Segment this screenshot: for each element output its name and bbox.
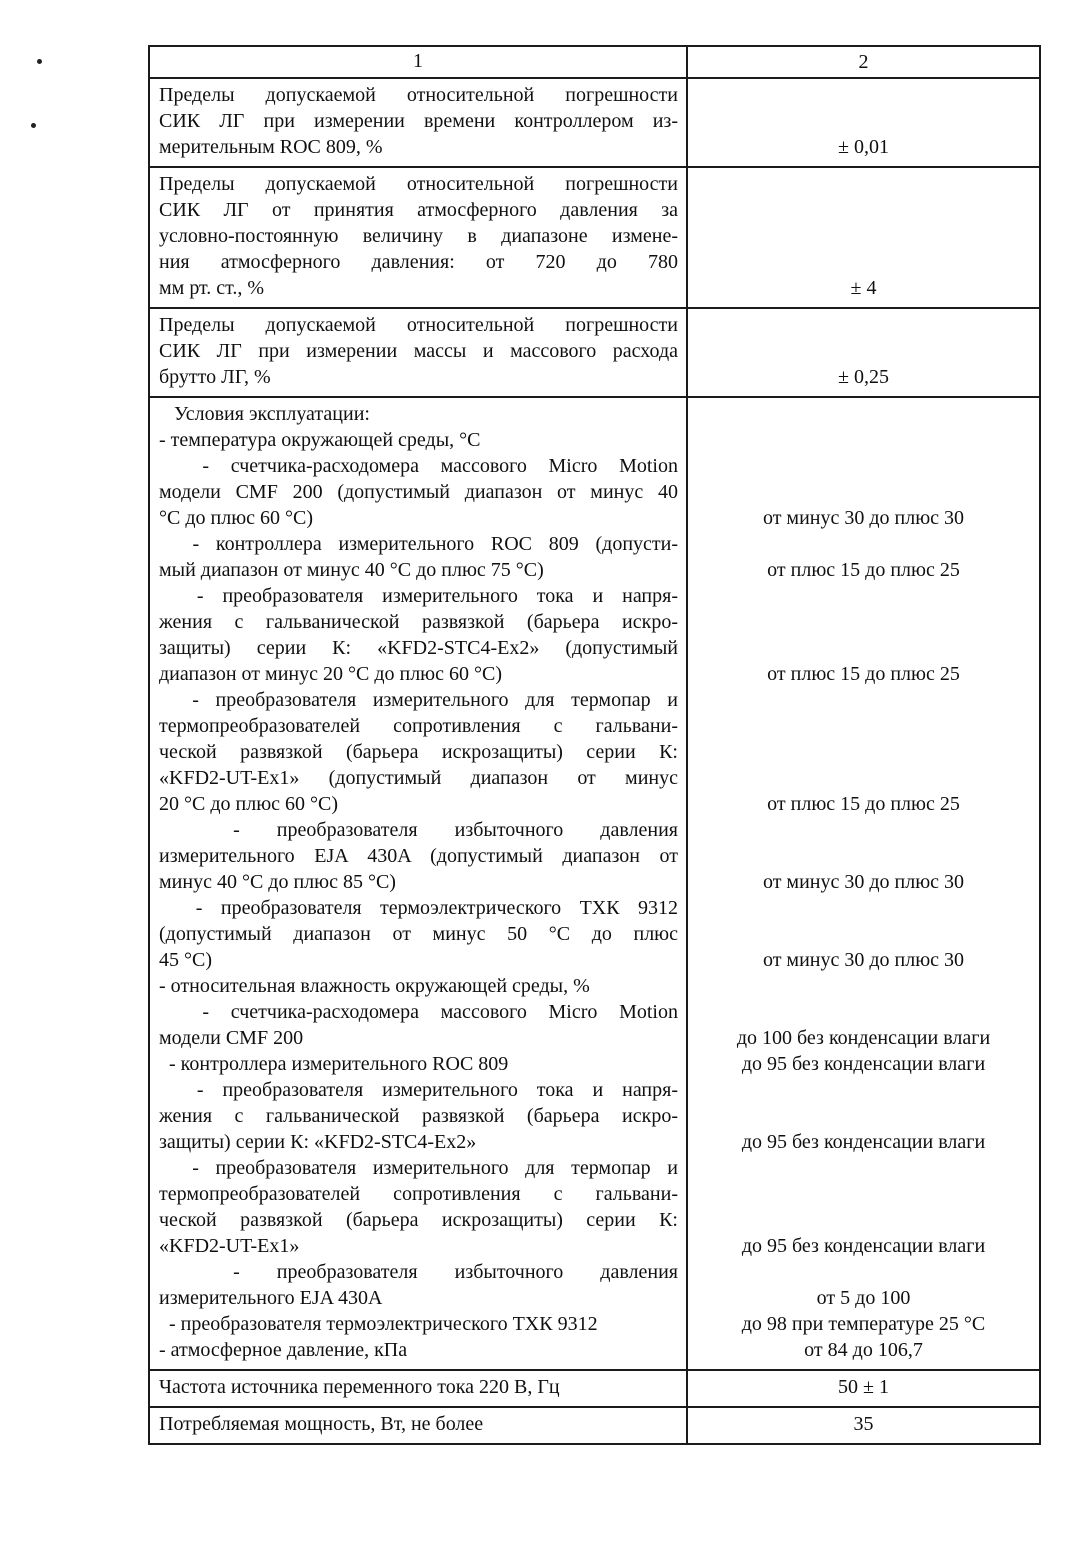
- parameter-value: ± 0,01: [838, 136, 889, 158]
- text-line: - контроллера измерительного ROC 809: [159, 1053, 509, 1075]
- parameter-text-cell: [150, 973, 686, 999]
- parameter-text-cell: [150, 1077, 686, 1155]
- table-row: [150, 1311, 1039, 1337]
- value-cell: [686, 1051, 1039, 1077]
- text-line: защиты) серии К: «KFD2-STC4-Ex2» (допустимый: [159, 637, 678, 659]
- table-row: [150, 1337, 1039, 1369]
- table-row: [150, 531, 1039, 583]
- value-cell: [686, 398, 1039, 427]
- value-cell: [686, 817, 1039, 895]
- text-line: жения с гальванической развязкой (барьера искро-: [159, 1105, 678, 1127]
- parameter-value: от 5 до 100: [816, 1287, 911, 1309]
- table-row: [150, 427, 1039, 453]
- text-line: модели CMF 200 (допустимый диапазон от минус 40: [159, 481, 678, 503]
- table-row: [150, 1077, 1039, 1155]
- table-row: [150, 398, 1039, 427]
- parameter-text-cell: [150, 309, 686, 396]
- value-cell: [686, 1408, 1039, 1443]
- parameter-value: 35: [853, 1413, 874, 1435]
- text-line: - счетчика-расходомера массового Micro Motion: [159, 455, 678, 477]
- table-row: [150, 583, 1039, 687]
- text-line: жения с гальванической развязкой (барьера искро-: [159, 611, 678, 633]
- parameter-value: до 100 без конденсации влаги: [736, 1027, 991, 1049]
- parameter-text-cell: [150, 1371, 686, 1406]
- text-line: СИК ЛГ от принятия атмосферного давления за: [159, 199, 678, 221]
- text-line: мм рт. ст., %: [159, 277, 265, 299]
- text-line: модели CMF 200: [159, 1027, 304, 1049]
- scan-artifact-dot: [31, 123, 36, 128]
- parameter-value: от минус 30 до плюс 30: [762, 507, 965, 529]
- table-body: [150, 77, 1039, 1443]
- text-line: - преобразователя избыточного давления: [159, 1261, 678, 1283]
- table-row: [150, 77, 1039, 166]
- value-cell: [686, 1155, 1039, 1259]
- text-line: (допустимый диапазон от минус 50 °С до плюс: [159, 923, 678, 945]
- column-header-2: 2: [686, 47, 1039, 77]
- parameter-text-cell: [150, 168, 686, 307]
- text-line: минус 40 °С до плюс 85 °С): [159, 871, 396, 893]
- parameter-value: ± 0,25: [838, 366, 889, 388]
- table-row: [150, 1259, 1039, 1311]
- table-row: [150, 1406, 1039, 1443]
- text-line: 45 °С): [159, 949, 212, 971]
- text-line: ческой развязкой (барьера искрозащиты) серии К:: [159, 1209, 678, 1231]
- parameter-text-cell: [150, 687, 686, 817]
- text-line: мерительным ROC 809, %: [159, 136, 383, 158]
- table-header-row: [150, 47, 1039, 77]
- text-line: «KFD2-UT-Ex1»: [159, 1235, 300, 1257]
- metrology-spec-table: [148, 45, 1041, 1445]
- text-line: ческой развязкой (барьера искрозащиты) серии К:: [159, 741, 678, 763]
- text-line: брутто ЛГ, %: [159, 366, 271, 388]
- parameter-value: ± 4: [850, 277, 877, 299]
- text-line: - относительная влажность окружающей среды, %: [159, 975, 590, 997]
- text-line: Частота источника переменного тока 220 В, Гц: [159, 1376, 560, 1398]
- text-line: - контроллера измерительного ROC 809 (допусти-: [159, 533, 678, 555]
- value-cell: [686, 687, 1039, 817]
- table-row: [150, 687, 1039, 817]
- parameter-text-cell: [150, 1155, 686, 1259]
- parameter-value: 50 ± 1: [838, 1376, 889, 1398]
- parameter-text-cell: [150, 427, 686, 453]
- value-cell: [686, 309, 1039, 396]
- text-line: СИК ЛГ при измерении массы и массового расхода: [159, 340, 678, 362]
- table-row: [150, 166, 1039, 307]
- text-line: диапазон от минус 20 °С до плюс 60 °С): [159, 663, 502, 685]
- value-cell: [686, 1259, 1039, 1311]
- text-line: - преобразователя термоэлектрического ТХК 9312: [159, 897, 678, 919]
- text-line: ния атмосферного давления: от 720 до 780: [159, 251, 678, 273]
- value-cell: [686, 1371, 1039, 1406]
- text-line: °С до плюс 60 °С): [159, 507, 314, 529]
- text-line: - преобразователя измерительного для термопар и: [159, 1157, 678, 1179]
- text-line: мый диапазон от минус 40 °С до плюс 75 °С): [159, 559, 544, 581]
- text-line: Пределы допускаемой относительной погрешности: [159, 173, 678, 195]
- parameter-value: от плюс 15 до плюс 25: [767, 559, 960, 581]
- parameter-value: от плюс 15 до плюс 25: [767, 793, 960, 815]
- parameter-text-cell: [150, 1337, 686, 1369]
- text-line: - преобразователя избыточного давления: [159, 819, 678, 841]
- parameter-text-cell: [150, 79, 686, 166]
- value-cell: [686, 79, 1039, 166]
- value-cell: [686, 531, 1039, 583]
- parameter-value: до 95 без конденсации влаги: [741, 1235, 986, 1257]
- parameter-text-cell: [150, 531, 686, 583]
- parameter-value: от минус 30 до плюс 30: [762, 871, 965, 893]
- table-row: [150, 453, 1039, 531]
- text-line: Пределы допускаемой относительной погрешности: [159, 314, 678, 336]
- text-line: - преобразователя термоэлектрического ТХК 9312: [159, 1313, 598, 1335]
- scan-artifact-dot: [37, 59, 42, 64]
- table-row: [150, 817, 1039, 895]
- parameter-text-cell: [150, 1051, 686, 1077]
- parameter-text-cell: [150, 1311, 686, 1337]
- value-cell: [686, 895, 1039, 973]
- parameter-text-cell: [150, 817, 686, 895]
- text-line: - температура окружающей среды, °С: [159, 429, 481, 451]
- value-cell: [686, 583, 1039, 687]
- column-header-1: 1: [413, 50, 423, 72]
- text-line: - атмосферное давление, кПа: [159, 1339, 408, 1361]
- parameter-value: до 98 при температуре 25 °С: [741, 1313, 986, 1335]
- parameter-text-cell: [150, 895, 686, 973]
- value-cell: [686, 427, 1039, 453]
- text-line: - преобразователя измерительного для термопар и: [159, 689, 678, 711]
- text-line: защиты) серии К: «KFD2-STC4-Ex2»: [159, 1131, 477, 1153]
- parameter-value: до 95 без конденсации влаги: [741, 1131, 986, 1153]
- value-cell: [686, 1077, 1039, 1155]
- text-line: - преобразователя измерительного тока и напря-: [159, 1079, 678, 1101]
- parameter-value: до 95 без конденсации влаги: [741, 1053, 986, 1075]
- table-row: [150, 1051, 1039, 1077]
- text-line: измерительного EJA 430A (допустимый диапазон от: [159, 845, 678, 867]
- table-row: [150, 307, 1039, 396]
- parameter-value: от минус 30 до плюс 30: [762, 949, 965, 971]
- value-cell: [686, 973, 1039, 999]
- text-line: - преобразователя измерительного тока и напря-: [159, 585, 678, 607]
- parameter-text-cell: [150, 999, 686, 1051]
- text-line: Условия эксплуатации:: [159, 403, 370, 425]
- parameter-text-cell: [150, 1408, 686, 1443]
- value-cell: [686, 168, 1039, 307]
- value-cell: [686, 999, 1039, 1051]
- text-line: СИК ЛГ при измерении времени контроллером из-: [159, 110, 678, 132]
- text-line: условно-постоянную величину в диапазоне измене-: [159, 225, 678, 247]
- value-cell: [686, 453, 1039, 531]
- parameter-value: от плюс 15 до плюс 25: [767, 663, 960, 685]
- text-line: 20 °С до плюс 60 °С): [159, 793, 339, 815]
- table-row: [150, 1155, 1039, 1259]
- parameter-text-cell: [150, 453, 686, 531]
- table-row: [150, 973, 1039, 999]
- value-cell: [686, 1337, 1039, 1369]
- operating-conditions-row: [150, 396, 1039, 1369]
- text-line: - счетчика-расходомера массового Micro Motion: [159, 1001, 678, 1023]
- text-line: Пределы допускаемой относительной погрешности: [159, 84, 678, 106]
- text-line: Потребляемая мощность, Вт, не более: [159, 1413, 484, 1435]
- parameter-value: от 84 до 106,7: [804, 1339, 923, 1361]
- text-line: «KFD2-UT-Ex1» (допустимый диапазон от минус: [159, 767, 678, 789]
- table-row: [150, 999, 1039, 1051]
- parameter-text-cell: [150, 1259, 686, 1311]
- text-line: термопреобразователей сопротивления с гальвани-: [159, 1183, 678, 1205]
- text-line: измерительного EJA 430A: [159, 1287, 383, 1309]
- table-row: [150, 1369, 1039, 1406]
- text-line: термопреобразователей сопротивления с гальвани-: [159, 715, 678, 737]
- parameter-text-cell: [150, 398, 686, 427]
- table-row: [150, 895, 1039, 973]
- parameter-text-cell: [150, 583, 686, 687]
- value-cell: [686, 1311, 1039, 1337]
